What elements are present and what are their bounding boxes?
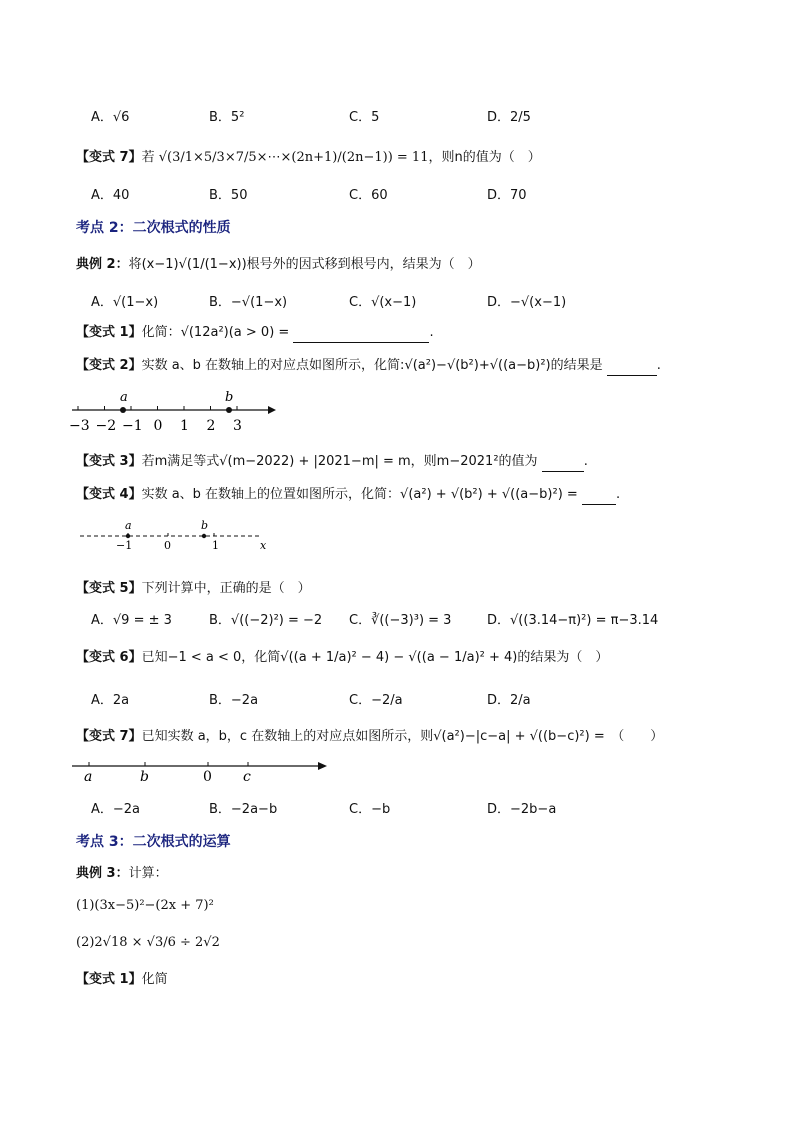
answer-blank — [607, 357, 657, 376]
option-c — [349, 612, 451, 630]
number-line-2 — [74, 516, 274, 556]
point-a — [120, 407, 126, 413]
option-d — [487, 294, 566, 312]
tick-label-0: 0 — [164, 539, 171, 552]
point-b — [202, 534, 206, 538]
variant-text: 实数 a、b 在数轴上的对应点如图所示，化简:√(a²)−√(b²)+√((a−b)²)的结果是 — [141, 358, 603, 373]
option-d-text: D．70 — [487, 188, 527, 203]
point-a — [126, 534, 130, 538]
option-c-text: C．−2/a — [349, 693, 403, 708]
variant-label: 【变式 7】 — [76, 150, 142, 165]
option-b — [209, 801, 277, 819]
tick-label: 2 — [206, 418, 216, 434]
end-dot: . — [656, 358, 661, 373]
end-dot: . — [429, 325, 434, 340]
variant-6-question — [76, 649, 608, 667]
variant-text: 实数 a、b 在数轴上的位置如图所示，化简：√(a²) + √(b²) + √((a−b)²) = — [141, 487, 578, 502]
variant-5-question — [76, 580, 311, 598]
option-b-text: B．√((−2)²) = −2 — [209, 613, 323, 628]
question-suffix: ，则n的值为（ ） — [428, 150, 541, 165]
example-label: 典例 2： — [76, 257, 129, 272]
option-b-text: B．5² — [209, 110, 245, 125]
point-a-label: a — [125, 519, 132, 532]
option-a — [91, 801, 140, 819]
axis-label-x: x — [260, 539, 267, 552]
variant-3-question — [76, 453, 588, 472]
option-d-text: D．2/5 — [487, 110, 531, 125]
variant-label: 【变式 6】 — [76, 650, 142, 665]
option-d-text: D．−2b−a — [487, 802, 557, 817]
variant-text: 下列计算中，正确的是（ ） — [141, 581, 311, 596]
option-c-text: C．∛((−3)³) = 3 — [349, 613, 452, 628]
variant-label: 【变式 3】 — [76, 454, 142, 469]
option-d-text: D．2/a — [487, 693, 531, 708]
option-a-text: A．√9 = ± 3 — [91, 613, 172, 628]
number-line-1 — [66, 386, 286, 434]
tick-label-neg1: −1 — [116, 539, 133, 552]
variant-text: 已知实数 a，b，c 在数轴上的对应点如图所示，则√(a²)−|c−a| + √((b−c)²) = （ ） — [141, 729, 664, 744]
example-3-part-2: (2)2√18 × √3/6 ÷ 2√2 — [76, 935, 220, 950]
option-a-text: A．40 — [91, 188, 130, 203]
option-c-text: C．60 — [349, 188, 388, 203]
option-b — [209, 187, 247, 205]
variant-text: 化简：√(12a²)(a > 0) = — [141, 325, 290, 340]
option-a — [91, 109, 129, 127]
label-a: a — [84, 769, 93, 785]
tick-label: 1 — [180, 418, 189, 434]
option-c-text: C．5 — [349, 110, 380, 125]
option-c — [349, 109, 379, 127]
option-d — [487, 109, 531, 127]
answer-blank — [582, 486, 616, 505]
label-c: c — [243, 769, 251, 785]
example-3-part-1: (1)(3x−5)²−(2x + 7)² — [76, 898, 214, 913]
variant-label: 【变式 2】 — [76, 358, 142, 373]
variant-label: 【变式 1】 — [76, 972, 142, 987]
variant-text: 化简 — [141, 972, 168, 987]
tick-label: 3 — [233, 418, 242, 434]
variant-1b-question — [76, 971, 168, 989]
tick-label: 0 — [153, 418, 163, 434]
label-0: 0 — [203, 769, 212, 785]
axis-arrow — [268, 406, 276, 414]
variant-4-question — [76, 486, 620, 505]
variant-label: 【变式 4】 — [76, 487, 142, 502]
example-text: 将(x−1)√(1/(1−x))根号外的因式移到根号内，结果为（ ） — [128, 257, 481, 272]
option-c — [349, 692, 403, 710]
variant-1-question — [76, 324, 434, 343]
option-d-text: D．−√(x−1) — [487, 295, 567, 310]
variant-label: 【变式 7】 — [76, 729, 142, 744]
option-a-text: A．2a — [91, 693, 130, 708]
option-c — [349, 294, 416, 312]
option-b — [209, 612, 322, 630]
option-b-text: B．−2a — [209, 693, 259, 708]
option-b-text: B．−√(1−x) — [209, 295, 288, 310]
tick-label: −1 — [122, 418, 143, 434]
radical-expression: √(3/1×5/3×7/5×⋯×(2n+1)/(2n−1)) = 11 — [158, 150, 429, 165]
option-d — [487, 692, 531, 710]
option-d-text: D．√((3.14−π)²) = π−3.14 — [487, 613, 659, 628]
option-a — [91, 612, 172, 630]
point-b-label: b — [225, 390, 234, 405]
option-a — [91, 294, 158, 312]
option-d — [487, 801, 556, 819]
option-c-text: C．√(x−1) — [349, 295, 417, 310]
option-a — [91, 187, 129, 205]
variant-7b-question — [76, 728, 663, 746]
tick-label: −3 — [69, 418, 90, 434]
variant-label: 【变式 5】 — [76, 581, 142, 596]
option-d — [487, 612, 658, 630]
variant-text: 已知−1 < a < 0，化简√((a + 1/a)² − 4) − √((a − 1/a)² + 4)的结果为（ ） — [141, 650, 609, 665]
example-2-question — [76, 256, 481, 274]
answer-blank — [293, 324, 429, 343]
section-title-3: 考点 3：二次根式的运算 — [76, 834, 231, 850]
end-dot: . — [615, 487, 621, 502]
end-dot: . — [583, 454, 588, 469]
answer-blank — [542, 453, 584, 472]
example-text: 计算： — [128, 866, 168, 881]
axis-arrow — [318, 762, 327, 770]
option-a-text: A．−2a — [91, 802, 141, 817]
example-3-question — [76, 865, 168, 883]
number-line-3 — [70, 754, 340, 786]
option-d — [487, 187, 527, 205]
variant-7-question — [76, 149, 541, 167]
label-b: b — [140, 769, 149, 785]
option-a-text: A．√(1−x) — [91, 295, 159, 310]
option-a-text: A．√6 — [91, 110, 130, 125]
option-b-text: B．−2a−b — [209, 802, 278, 817]
option-b — [209, 692, 258, 710]
example-label: 典例 3： — [76, 866, 129, 881]
point-a-label: a — [120, 390, 128, 405]
option-c — [349, 801, 390, 819]
point-b-label: b — [201, 519, 209, 532]
question-prefix: 若 — [141, 150, 155, 165]
section-title-2: 考点 2：二次根式的性质 — [76, 220, 231, 236]
variant-label: 【变式 1】 — [76, 325, 142, 340]
option-c-text: C．−b — [349, 802, 391, 817]
option-a — [91, 692, 129, 710]
option-b — [209, 294, 287, 312]
variant-text: 若m满足等式√(m−2022) + |2021−m| = m，则m−2021²的值为 — [141, 454, 538, 469]
variant-2-question — [76, 357, 661, 376]
tick-label-1: 1 — [212, 539, 219, 552]
option-c — [349, 187, 388, 205]
option-b-text: B．50 — [209, 188, 248, 203]
point-b — [226, 407, 232, 413]
tick-label: −2 — [95, 418, 117, 434]
option-b — [209, 109, 244, 127]
